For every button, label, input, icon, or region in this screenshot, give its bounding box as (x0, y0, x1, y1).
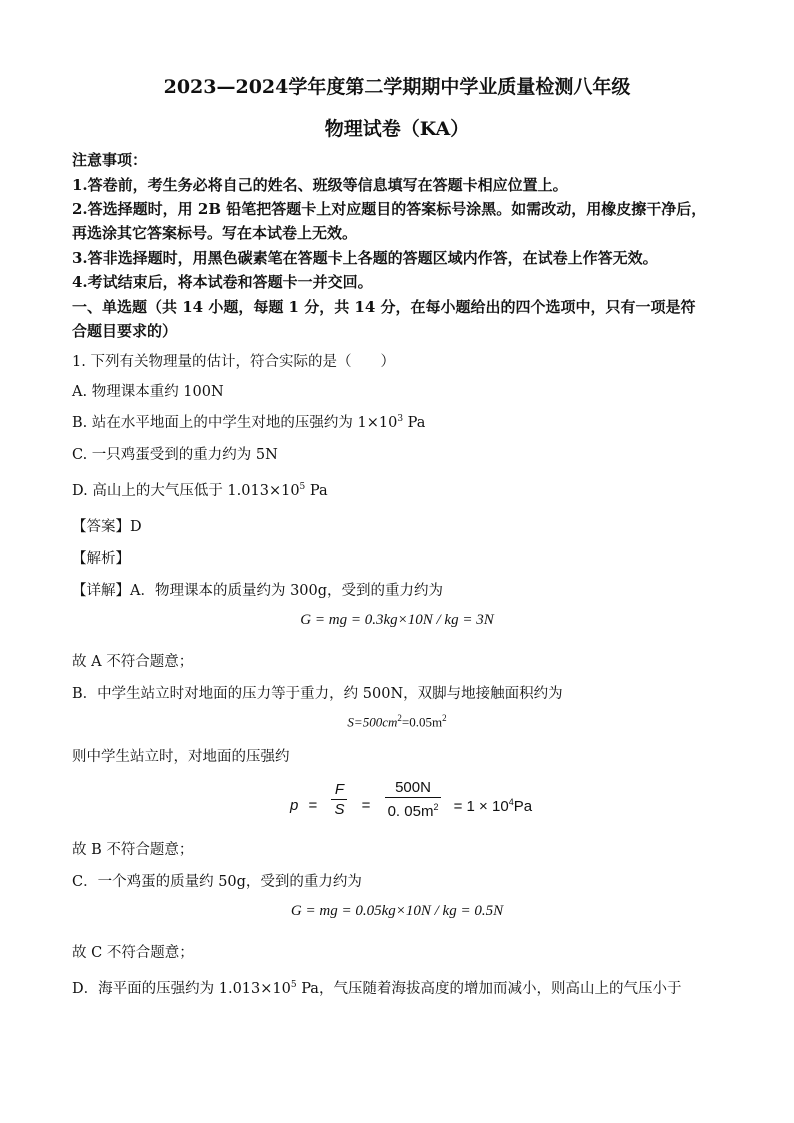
fraction-denominator: 0. $05m^2$ (387, 802, 439, 820)
note-item: 2.答选择题时，用 2B 铅笔把答题卡上对应题目的答案标号涂黑。如需改动，用橡皮擦干净后， (72, 200, 707, 218)
option-b: B. 站在水平地面上的中学生对地的压强约为 $1\times 10^3$ Pa (72, 414, 426, 431)
formula-result: = $1 \times 10^4Pa$ (453, 796, 533, 815)
conclusion-b: 故 B 不符合题意； (72, 842, 194, 858)
fraction-numerator: F (331, 780, 347, 800)
analysis-label: 【解析】 (72, 551, 130, 567)
exam-title: 2023—2024学年度第二学期期中学业质量检测八年级 (163, 76, 631, 98)
section-heading-cont: 合题目要求的） (72, 322, 178, 340)
answer-label: 【答案】 (72, 519, 130, 535)
formula-a: G = mg = 0.3kg×10N / kg = 3N (300, 612, 494, 628)
fraction-values (385, 778, 442, 821)
note-item: 1.答卷前，考生务必将自己的姓名、班级等信息填写在答题卡相应位置上。 (72, 176, 568, 194)
conclusion-c: 故 C 不符合题意； (72, 945, 194, 961)
formula-c: G = mg = 0.05kg×10N / kg = 0.5N (290, 903, 504, 919)
fraction-f-over-s (331, 780, 347, 819)
option-a: A. 物理课本重约 100N (72, 384, 224, 400)
fraction-numerator: 500N (385, 778, 442, 798)
detail-b: B．中学生站立时对地面的压力等于重力，约 500N，双脚与地接触面积约为 (72, 686, 563, 702)
note-item: 再选涂其它答案标号。写在本试卷上无效。 (72, 224, 358, 242)
formula-b-area: $S=500cm^2=0.05m^2$ (347, 713, 447, 730)
answer-line (72, 515, 142, 536)
fraction-denominator: S (334, 801, 345, 818)
section-heading: 一、单选题（共 14 小题，每题 1 分，共 14 分，在每小题给出的四个选项中，只有一项是符 (72, 298, 696, 316)
detail-b2: 则中学生站立时，对地面的压强约 (72, 749, 290, 765)
question-stem: 1. 下列有关物理量的估计，符合实际的是（ ） (72, 354, 395, 370)
exam-subtitle: 物理试卷（KA） (324, 118, 470, 140)
pressure-formula (0, 778, 794, 822)
option-c: C. 一只鸡蛋受到的重力约为 5N (72, 447, 278, 463)
notes-heading: 注意事项： (72, 151, 148, 169)
answer-value: D (130, 519, 142, 535)
note-item: 3.答非选择题时，用黑色碳素笔在答题卡上各题的答题区域内作答，在试卷上作答无效。 (72, 249, 658, 267)
formula-equals: = (361, 797, 371, 814)
detail-a: 【详解】A．物理课本的质量约为 300g，受到的重力约为 (72, 583, 444, 599)
option-d: D. 高山上的大气压低于 $1.013\times 10^5$ Pa (72, 482, 328, 499)
formula-p: p (290, 797, 299, 814)
note-item: 4.考试结束后，将本试卷和答题卡一并交回。 (72, 273, 373, 291)
detail-d: D．海平面的压强约为 $1.013\times 10^5$ Pa，气压随着海拔高度的增加而减小，则高山上的气压小于 (72, 980, 682, 997)
detail-c: C．一个鸡蛋的质量约 50g，受到的重力约为 (72, 874, 362, 890)
formula-equals: = (308, 797, 318, 814)
conclusion-a: 故 A 不符合题意； (72, 654, 194, 670)
